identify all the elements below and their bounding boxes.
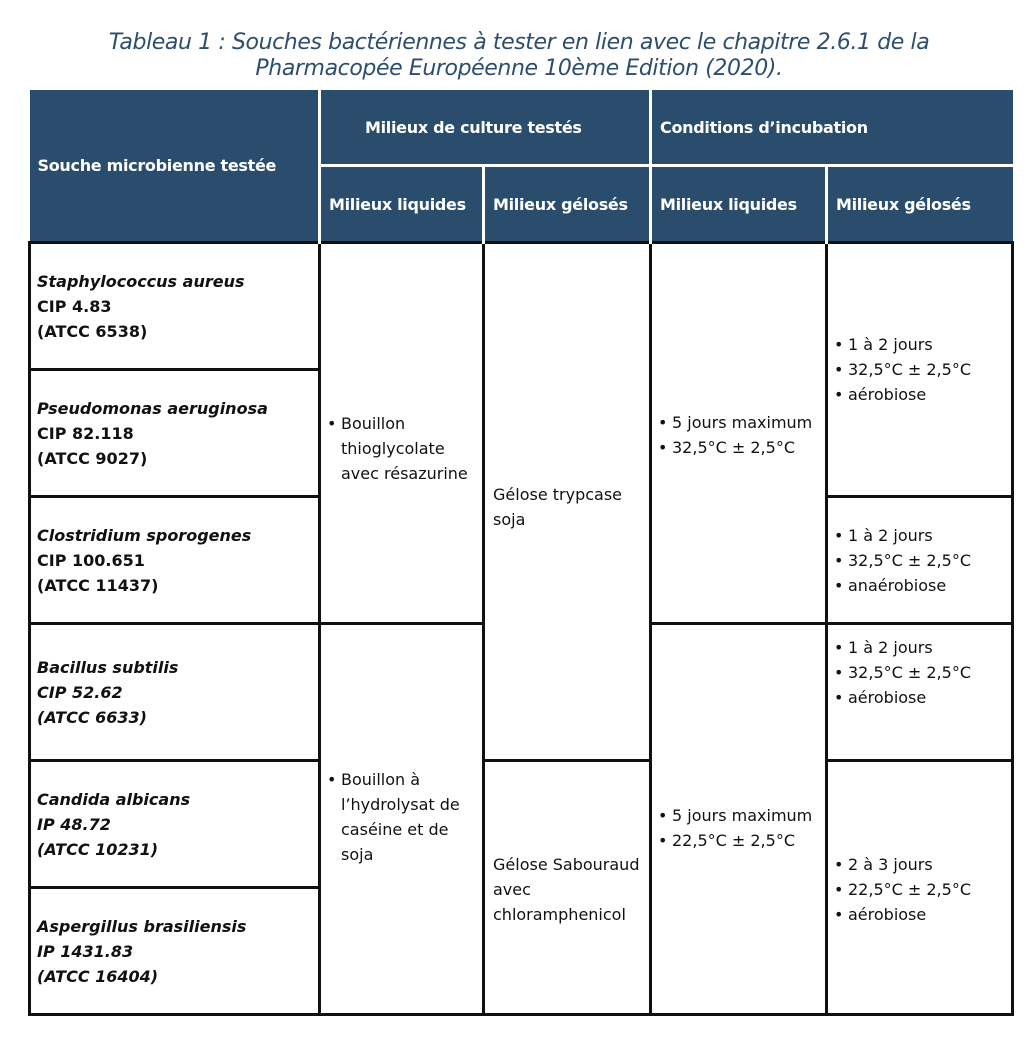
strain-name: Bacillus subtilis bbox=[37, 657, 179, 677]
caption-line-1: Tableau 1 : Souches bactériennes à tester en lien avec le chapitre 2.6.1 de la bbox=[108, 30, 930, 55]
strain-name: Aspergillus brasiliensis bbox=[37, 916, 247, 936]
bullet-item: • 22,5°C ± 2,5°C bbox=[658, 828, 821, 853]
header-inc-liquid: Milieux liquides bbox=[651, 166, 827, 243]
media-liquid-cell-1 bbox=[320, 243, 484, 624]
strain-name: Candida albicans bbox=[37, 789, 191, 809]
header-incubation-group: Conditions d’incubation bbox=[651, 90, 1013, 166]
bullet-item: • 1 à 2 jours bbox=[834, 332, 1007, 357]
bullet-item: • aérobiose bbox=[834, 382, 1007, 407]
strain-atcc: (ATCC 6633) bbox=[37, 707, 147, 727]
media-agar-text: Gélose Sabouraud avec chloramphenicol bbox=[493, 855, 640, 924]
strain-atcc: (ATCC 16404) bbox=[37, 966, 159, 986]
strain-name: Staphylococcus aureus bbox=[37, 271, 245, 291]
table-caption bbox=[28, 30, 1010, 82]
strain-cell bbox=[30, 243, 320, 370]
bullet-item: • Bouillon à l’hydrolysat de caséine et de soja bbox=[327, 767, 478, 867]
strains-table bbox=[28, 90, 1014, 1016]
header-media-agar: Milieux gélosés bbox=[484, 166, 651, 243]
bullet-item: • 32,5°C ± 2,5°C bbox=[658, 435, 821, 460]
bullet-item: • 22,5°C ± 2,5°C bbox=[834, 877, 1007, 902]
header-media-liquid: Milieux liquides bbox=[320, 166, 484, 243]
inc-agar-cell-1 bbox=[827, 243, 1013, 497]
media-liquid-cell-2 bbox=[320, 624, 484, 1015]
strain-cip: IP 1431.83 bbox=[37, 941, 134, 961]
media-agar-text: Gélose trypcase soja bbox=[493, 484, 622, 529]
bullet-item: • 32,5°C ± 2,5°C bbox=[834, 548, 1007, 573]
bullet-item: • anaérobiose bbox=[834, 573, 1007, 598]
inc-agar-cell-2 bbox=[827, 497, 1013, 624]
strain-atcc: (ATCC 9027) bbox=[37, 448, 148, 468]
inc-liquid-cell-1 bbox=[651, 243, 827, 624]
strain-cip: IP 48.72 bbox=[37, 814, 111, 834]
strain-cell bbox=[30, 624, 320, 761]
media-agar-cell-2 bbox=[484, 761, 651, 1015]
caption-line-2: Pharmacopée Européenne 10ème Edition (2020). bbox=[255, 56, 783, 81]
strain-name: Pseudomonas aeruginosa bbox=[37, 398, 268, 418]
inc-agar-cell-3 bbox=[827, 624, 1013, 761]
strain-atcc: (ATCC 6538) bbox=[37, 321, 148, 341]
header-inc-agar: Milieux gélosés bbox=[827, 166, 1013, 243]
header-media-group: Milieux de culture testés bbox=[320, 90, 651, 166]
strain-cip: CIP 100.651 bbox=[37, 550, 145, 570]
strain-cell bbox=[30, 761, 320, 888]
strain-cip: CIP 82.118 bbox=[37, 423, 134, 443]
bullet-item: • 2 à 3 jours bbox=[834, 852, 1007, 877]
bullet-item: • Bouillon thioglycolate avec résazurine bbox=[327, 411, 478, 486]
strain-cell bbox=[30, 888, 320, 1015]
bullet-item: • aérobiose bbox=[834, 902, 1007, 927]
table-row bbox=[30, 243, 1013, 370]
strain-cell bbox=[30, 497, 320, 624]
strain-atcc: (ATCC 11437) bbox=[37, 575, 159, 595]
bullet-item: • 32,5°C ± 2,5°C bbox=[834, 357, 1007, 382]
strain-cip: CIP 52.62 bbox=[37, 682, 123, 702]
strain-atcc: (ATCC 10231) bbox=[37, 839, 159, 859]
bullet-item: • aérobiose bbox=[834, 685, 1007, 710]
inc-agar-cell-4 bbox=[827, 761, 1013, 1015]
inc-liquid-cell-2 bbox=[651, 624, 827, 1015]
strain-name: Clostridium sporogenes bbox=[37, 525, 252, 545]
bullet-item: • 5 jours maximum bbox=[658, 410, 821, 435]
header-strain: Souche microbienne testée bbox=[30, 90, 320, 243]
strain-cip: CIP 4.83 bbox=[37, 296, 112, 316]
bullet-item: • 32,5°C ± 2,5°C bbox=[834, 660, 1007, 685]
strain-cell bbox=[30, 370, 320, 497]
media-agar-cell-1 bbox=[484, 243, 651, 761]
table-row bbox=[30, 761, 1013, 888]
bullet-item: • 5 jours maximum bbox=[658, 803, 821, 828]
bullet-item: • 1 à 2 jours bbox=[834, 523, 1007, 548]
bullet-item: • 1 à 2 jours bbox=[834, 635, 1007, 660]
